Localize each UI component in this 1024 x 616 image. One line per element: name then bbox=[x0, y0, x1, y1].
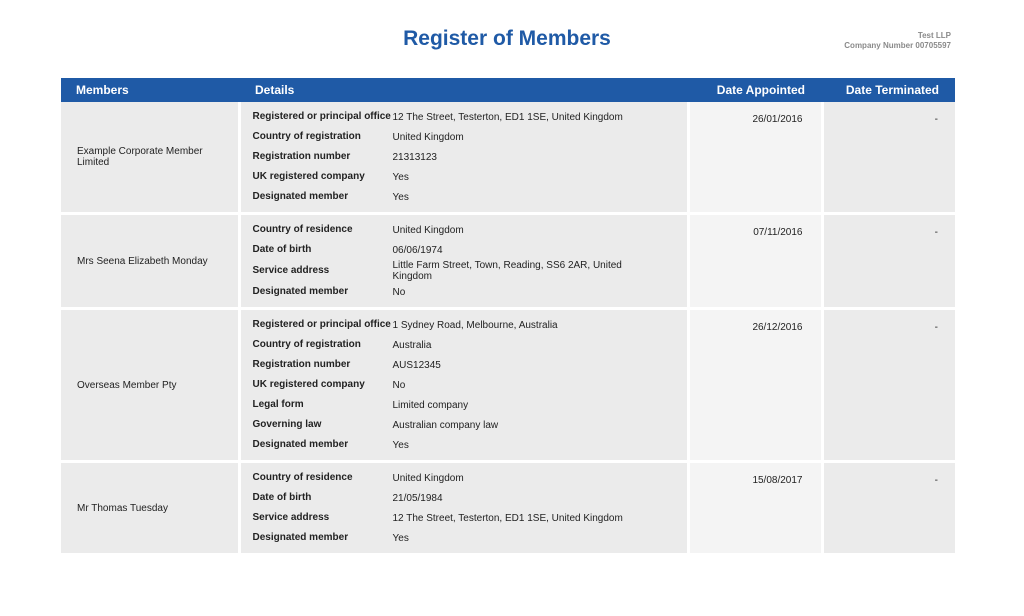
table-row bbox=[61, 102, 955, 212]
detail-row bbox=[253, 187, 687, 207]
company-number: Company Number 00705597 bbox=[844, 41, 951, 50]
date-appointed: 26/01/2016 bbox=[688, 102, 822, 212]
detail-value: No bbox=[392, 379, 406, 391]
detail-row bbox=[253, 315, 687, 335]
detail-label: Registered or principal office bbox=[252, 111, 391, 122]
table-header-row bbox=[61, 78, 955, 102]
detail-label: Designated member bbox=[252, 439, 349, 450]
date-terminated: - bbox=[822, 102, 955, 212]
detail-label: Date of birth bbox=[252, 492, 312, 503]
member-name: Mrs Seena Elizabeth Monday bbox=[61, 215, 239, 307]
detail-row bbox=[253, 260, 687, 282]
detail-label: Governing law bbox=[252, 419, 322, 430]
table-row bbox=[61, 215, 955, 307]
detail-label: Registered or principal office bbox=[252, 319, 391, 330]
detail-label: Legal form bbox=[252, 399, 304, 410]
member-details bbox=[239, 102, 688, 212]
detail-row bbox=[253, 395, 687, 415]
detail-label: Designated member bbox=[252, 286, 349, 297]
column-header-details: Details bbox=[239, 78, 688, 102]
detail-row bbox=[253, 508, 687, 528]
column-header-date-terminated: Date Terminated bbox=[822, 78, 955, 102]
detail-label: Service address bbox=[252, 265, 330, 276]
member-name: Mr Thomas Tuesday bbox=[61, 463, 239, 553]
detail-value: 21313123 bbox=[392, 151, 437, 163]
detail-value: 1 Sydney Road, Melbourne, Australia bbox=[392, 319, 558, 331]
detail-value: United Kingdom bbox=[392, 224, 464, 236]
detail-value: Little Farm Street, Town, Reading, SS6 2AR, United Kingdom bbox=[392, 260, 622, 282]
detail-value: 12 The Street, Testerton, ED1 1SE, United Kingdom bbox=[392, 512, 623, 524]
detail-value: 21/05/1984 bbox=[392, 492, 443, 504]
date-terminated: - bbox=[822, 215, 955, 307]
column-header-date-appointed: Date Appointed bbox=[688, 78, 822, 102]
detail-value: Yes bbox=[392, 191, 409, 203]
detail-value: 12 The Street, Testerton, ED1 1SE, United Kingdom bbox=[392, 111, 623, 123]
detail-row bbox=[253, 375, 687, 395]
detail-row bbox=[253, 415, 687, 435]
detail-label: Registration number bbox=[252, 151, 351, 162]
detail-label: Country of residence bbox=[252, 224, 353, 235]
date-appointed: 07/11/2016 bbox=[688, 215, 822, 307]
detail-row bbox=[253, 488, 687, 508]
detail-row bbox=[253, 335, 687, 355]
detail-value: AUS12345 bbox=[392, 359, 441, 371]
detail-value: Yes bbox=[392, 532, 409, 544]
table-body bbox=[61, 102, 955, 553]
detail-value: Australia bbox=[392, 339, 432, 351]
page-title: Register of Members bbox=[403, 27, 611, 50]
member-name: Example Corporate Member Limited bbox=[61, 102, 239, 212]
detail-label: Country of registration bbox=[252, 339, 361, 350]
detail-value: Yes bbox=[392, 171, 409, 183]
detail-label: Designated member bbox=[252, 191, 349, 202]
table-row bbox=[61, 310, 955, 460]
member-name: Overseas Member Pty bbox=[61, 310, 239, 460]
detail-label: Registration number bbox=[252, 359, 351, 370]
detail-label: Date of birth bbox=[252, 244, 312, 255]
date-appointed: 26/12/2016 bbox=[688, 310, 822, 460]
detail-label: Country of registration bbox=[252, 131, 361, 142]
company-name: Test LLP bbox=[917, 31, 951, 40]
members-register-table bbox=[61, 78, 955, 553]
date-terminated: - bbox=[822, 463, 955, 553]
member-details bbox=[239, 463, 688, 553]
company-info bbox=[844, 31, 951, 51]
detail-row bbox=[253, 282, 687, 302]
detail-value: Limited company bbox=[392, 399, 469, 411]
detail-label: UK registered company bbox=[252, 379, 365, 390]
detail-row bbox=[253, 355, 687, 375]
detail-row bbox=[253, 220, 687, 240]
date-appointed: 15/08/2017 bbox=[688, 463, 822, 553]
detail-label: Designated member bbox=[252, 532, 349, 543]
detail-label: UK registered company bbox=[252, 171, 365, 182]
detail-value: Australian company law bbox=[392, 419, 499, 431]
detail-value: United Kingdom bbox=[392, 472, 464, 484]
detail-value: United Kingdom bbox=[392, 131, 464, 143]
table-row bbox=[61, 463, 955, 553]
detail-row bbox=[253, 127, 687, 147]
detail-row bbox=[253, 528, 687, 548]
column-header-members: Members bbox=[61, 78, 239, 102]
detail-label: Country of residence bbox=[252, 472, 353, 483]
detail-label: Service address bbox=[252, 512, 330, 523]
detail-value: Yes bbox=[392, 439, 409, 451]
date-terminated: - bbox=[822, 310, 955, 460]
detail-row bbox=[253, 468, 687, 488]
detail-value: No bbox=[392, 286, 406, 298]
detail-value: 06/06/1974 bbox=[392, 244, 443, 256]
detail-row bbox=[253, 107, 687, 127]
detail-row bbox=[253, 435, 687, 455]
member-details bbox=[239, 215, 688, 307]
detail-row bbox=[253, 167, 687, 187]
member-details bbox=[239, 310, 688, 460]
detail-row bbox=[253, 240, 687, 260]
detail-row bbox=[253, 147, 687, 167]
